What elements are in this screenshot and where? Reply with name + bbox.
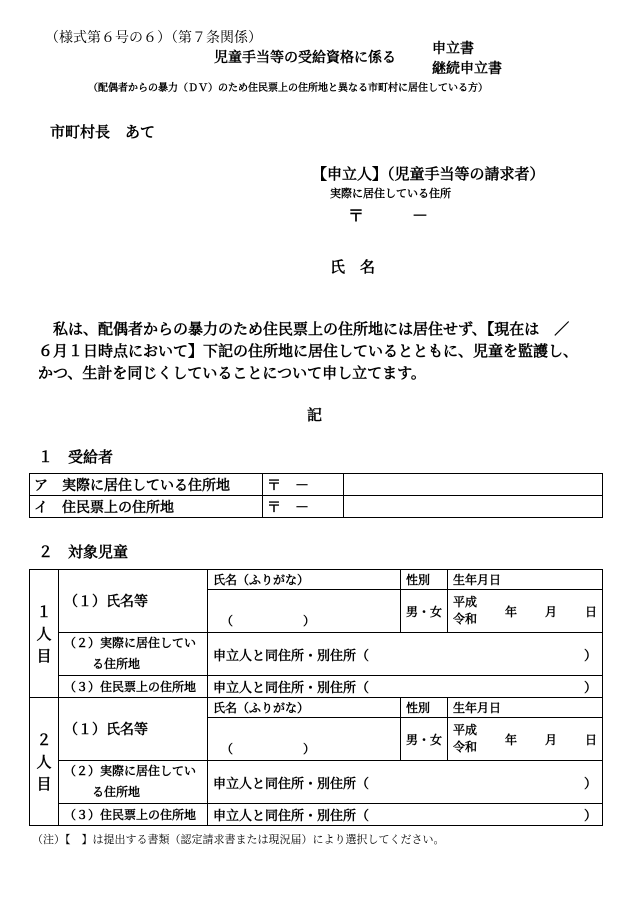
statement-line-2: ６月１日時点において】下記の住所地に居住しているとともに、児童を監護し、 [38,342,579,360]
table-row [30,698,603,718]
child-1-actual-address-label: （２）実際に居住してい る住所地 [59,633,208,676]
table-row [30,804,603,826]
applicant-heading: 【申立人】（児童手当等の請求者） [312,165,545,183]
child-2-label: ２ 人 目 [30,698,59,826]
registered-address-label: イ 住民票上の住所地 [30,496,263,518]
table-row [30,570,603,590]
actual-address-postal[interactable]: 〒 － [263,474,344,496]
addressee: 市町村長 あて [50,123,156,141]
child-2-registered-address-field[interactable]: 申立人と同住所・別住所（ ） [208,804,603,826]
recipient-table [29,473,603,518]
sex-header: 性別 [401,698,448,718]
form-title: 児童手当等の受給資格に係る [214,50,396,66]
child-2-name-field[interactable]: （ ） [208,718,401,761]
name-kana-header: 氏名（ふりがな） [208,570,401,590]
applicant-name-label: 氏 名 [330,258,376,276]
option-continuation: 継続申立書 [432,61,502,77]
child-1-actual-address-field[interactable]: 申立人と同住所・別住所（ ） [208,633,603,676]
child-2-name-label: （１）氏名等 [59,698,208,761]
child-1-name-field[interactable]: （ ） [208,590,401,633]
children-table [29,569,603,826]
postal-mark: 〒 [348,206,365,225]
child-1-sex-field[interactable]: 男・女 [401,590,448,633]
registered-address-value[interactable] [344,496,603,518]
applicant-address-label: 実際に居住している住所 [330,187,451,200]
child-1-registered-address-field[interactable]: 申立人と同住所・別住所（ ） [208,676,603,698]
option-application: 申立書 [432,41,474,57]
child-2-dob-field[interactable]: 平成 令和 年 月 日 [448,718,603,761]
name-kana-header: 氏名（ふりがな） [208,698,401,718]
table-row [30,761,603,804]
child-2-actual-address-field[interactable]: 申立人と同住所・別住所（ ） [208,761,603,804]
form-subtitle: （配偶者からの暴力（ＤＶ）のため住民票上の住所地と異なる市町村に居住している方） [88,83,488,94]
child-1-registered-address-label: （３）住民票上の住所地 [59,676,208,698]
statement-line-1: 私は、配偶者からの暴力のため住民票上の住所地には居住せず、【現在は ／ [53,320,570,338]
actual-address-value[interactable] [344,474,603,496]
child-2-actual-address-label: （２）実際に居住してい る住所地 [59,761,208,804]
table-row [30,633,603,676]
table-row [30,676,603,698]
child-2-registered-address-label: （３）住民票上の住所地 [59,804,208,826]
footnote: （注）【 】は提出する書類（認定請求書または現況届）により選択してください。 [32,833,445,846]
sex-header: 性別 [401,570,448,590]
section1-heading: １ 受給者 [38,448,114,466]
statement-line-3: かつ、生計を同じくしていることについて申し立てます。 [38,364,426,382]
actual-address-label: ア 実際に居住している住所地 [30,474,263,496]
dob-header: 生年月日 [448,570,603,590]
child-1-name-label: （１）氏名等 [59,570,208,633]
postal-dash: － [412,206,429,225]
registered-address-postal[interactable]: 〒 － [263,496,344,518]
section2-heading: ２ 対象児童 [38,543,129,561]
table-row [30,496,603,518]
ki-mark: 記 [307,406,323,424]
child-2-sex-field[interactable]: 男・女 [401,718,448,761]
table-row [30,474,603,496]
form-number: （様式第６号の６）（第７条関係） [45,30,262,46]
child-1-label: １ 人 目 [30,570,59,698]
child-1-dob-field[interactable]: 平成 令和 年 月 日 [448,590,603,633]
dob-header: 生年月日 [448,698,603,718]
